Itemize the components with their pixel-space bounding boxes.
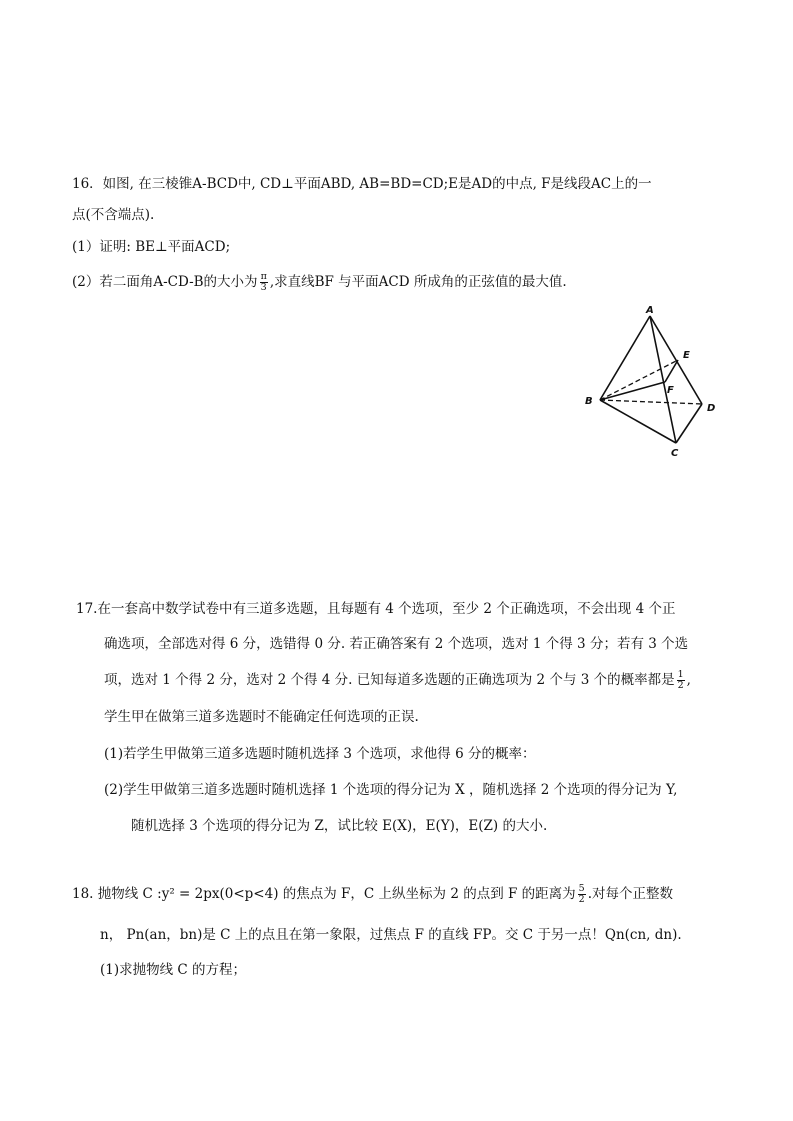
q16-part2-pre: (2）若二面角A-CD-B的大小为 xyxy=(72,274,258,290)
label-f: F xyxy=(667,385,674,396)
label-d: D xyxy=(707,403,716,414)
fraction-numerator: 5 xyxy=(578,883,585,894)
q16-part2-fraction xyxy=(260,272,268,293)
q16-part2 xyxy=(72,272,567,293)
q18-line1-pre: 18. 抛物线 C :y² = 2px(0<p<4) 的焦点为 F，C 上纵坐标为 2 的点到 F 的距离为 xyxy=(72,886,576,902)
edge-bd-hidden xyxy=(600,400,702,404)
q17-part1: (1)若学生甲做第三道多选题时随机选择 3 个选项，求他得 6 分的概率： xyxy=(104,746,536,762)
label-b: B xyxy=(585,396,593,407)
q17-line3-fraction xyxy=(677,670,685,691)
q17-line1: 17.在一套高中数学试卷中有三道多选题，且每题有 4 个选项，至少 2 个正确选项，不会出现 4 个正 xyxy=(76,601,676,617)
figure-edges xyxy=(600,316,702,443)
edge-cd xyxy=(676,404,702,443)
fraction-denominator: 2 xyxy=(677,680,684,691)
fraction-denominator: 3 xyxy=(260,282,267,293)
q17-part2-line1: (2)学生甲做第三道多选题时随机选择 1 个选项的得分记为 X ，随机选择 2 个选项的得分记为 Y, xyxy=(104,782,678,798)
q18-part1: (1)求抛物线 C 的方程； xyxy=(100,962,247,978)
q18-line1 xyxy=(72,884,673,905)
q17-line3 xyxy=(104,670,691,691)
figure-hidden-edges xyxy=(600,360,702,404)
label-a: A xyxy=(646,305,654,316)
tetrahedron-figure xyxy=(580,300,730,465)
q18-line2: n， Pn(an，bn)是 C 上的点且在第一象限，过焦点 F 的直线 FP。交 C 于另一点！Qn(cn, dn). xyxy=(100,927,682,943)
q17-line2: 确选项，全部选对得 6 分，选错得 0 分. 若正确答案有 2 个选项，选对 1 个得 3 分；若有 3 个选 xyxy=(104,636,689,652)
tetrahedron-diagram xyxy=(580,300,730,465)
fraction-numerator: π xyxy=(260,271,267,282)
q16-line2: 点(不含端点). xyxy=(72,207,155,223)
q17-line4: 学生甲在做第三道多选题时不能确定任何选项的正误. xyxy=(104,709,419,725)
edge-ac xyxy=(650,316,676,443)
edge-ad xyxy=(650,316,702,404)
q16-part2-post: ,求直线BF 与平面ACD 所成角的正弦值的最大值. xyxy=(269,274,567,290)
q18-line1-post: .对每个正整数 xyxy=(587,886,674,902)
q16-part1: (1）证明: BE⊥平面ACD; xyxy=(72,239,231,255)
q17-line3-pre: 项，选对 1 个得 2 分，选对 2 个得 4 分. 已知每道多选题的正确选项为 2 个与 3 个的概率都是 xyxy=(104,672,675,688)
q17-part2-line2: 随机选择 3 个选项的得分记为 Z，试比较 E(X)，E(Y)，E(Z) 的大小. xyxy=(131,818,548,834)
fraction-denominator: 2 xyxy=(578,894,585,905)
label-c: C xyxy=(671,448,679,459)
q16-line1: 16．如图, 在三棱锥A-BCD中, CD⊥平面ABD, AB=BD=CD;E是AD的中点, F是线段AC上的一 xyxy=(72,176,652,192)
q18-line1-fraction xyxy=(578,884,586,905)
fraction-numerator: 1 xyxy=(677,669,684,680)
edge-bc xyxy=(600,400,676,443)
q17-line3-post: , xyxy=(686,672,691,688)
label-e: E xyxy=(683,350,690,361)
